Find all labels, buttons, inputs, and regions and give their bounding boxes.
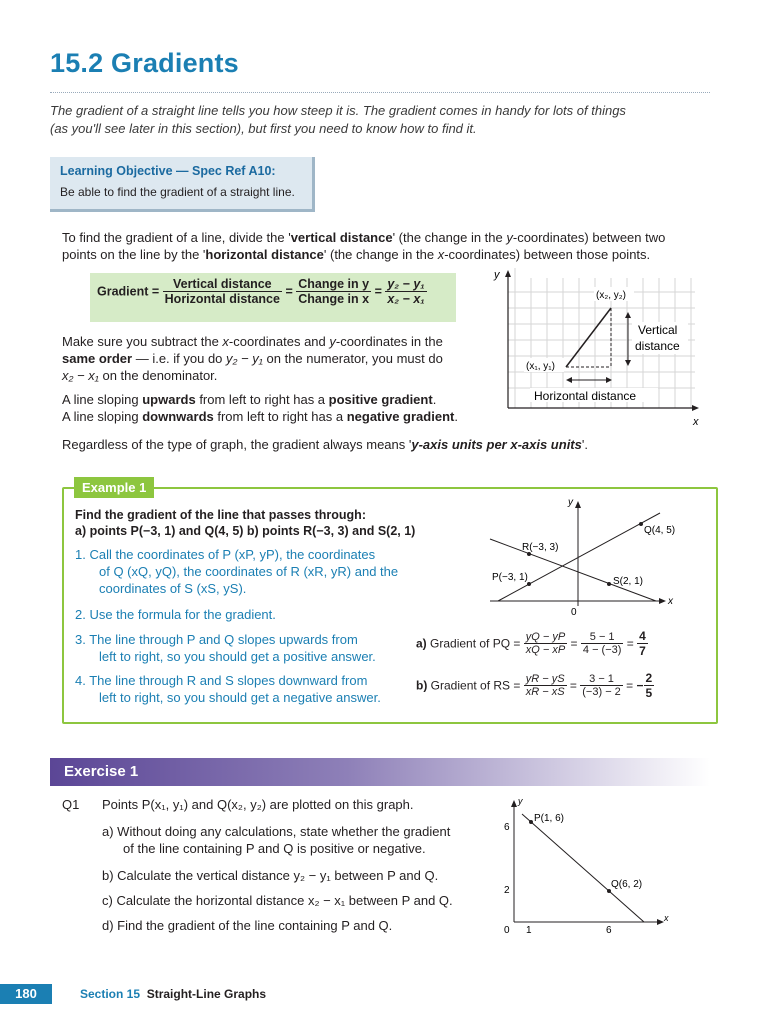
x-axis-arrow [692, 405, 699, 411]
title-divider [50, 92, 710, 93]
point-s [607, 582, 611, 586]
text: — i.e. if you do [132, 351, 227, 366]
origin-label: 0 [504, 925, 510, 936]
text: '. [581, 437, 588, 452]
formula-horizontal-distance: Horizontal distance [164, 292, 280, 306]
example-tab: Example 1 [74, 477, 154, 498]
gradient-formula [97, 277, 427, 306]
x-tick-1: 1 [526, 925, 532, 936]
step-text: coordinates of S (xS, yS). [99, 581, 247, 596]
footer-section [80, 987, 266, 1001]
frac-den: (−3) − 2 [582, 686, 621, 698]
text-bold: downwards [142, 409, 214, 424]
text: . [432, 392, 437, 407]
frac-den: xR − xS [525, 686, 565, 698]
example-graph [480, 493, 690, 623]
x-axis-arrow [659, 598, 666, 604]
step-text: left to right, so you should get a positive answer. [99, 649, 376, 664]
answer-sign: − [636, 678, 644, 693]
label-p: P(1, 6) [534, 813, 565, 824]
question-part-d: d) Find the gradient of the line containing P and Q. [102, 918, 393, 933]
vertical-arrow-down [625, 360, 631, 366]
frac-num: 3 − 1 [580, 673, 623, 686]
working-a-label: a) [416, 636, 427, 651]
example-question [75, 507, 415, 539]
working-b [416, 671, 654, 700]
question-part-c: c) Calculate the horizontal distance x₂ − x₁ between P and Q. [102, 893, 453, 908]
equals: = [570, 636, 578, 651]
explanation-paragraph [62, 229, 712, 263]
formula-y-diff: y₂ − y₁ [387, 277, 425, 291]
text: points on the line by the ' [62, 247, 206, 262]
formula-equals: = [285, 284, 293, 299]
x-axis-label: x [668, 596, 673, 607]
vertical-arrow-up [625, 312, 631, 318]
text-bold: negative gradient [346, 409, 455, 424]
text-italic: y₂ − y₁ [226, 351, 263, 366]
line-pq [498, 513, 660, 601]
answer-den: 5 [645, 686, 653, 700]
text-bold: positive gradient [328, 392, 433, 407]
same-order-paragraph [62, 333, 482, 384]
frac-num: 5 − 1 [581, 631, 624, 644]
text: ' (the change in the [323, 247, 438, 262]
page-number: 180 [0, 984, 52, 1004]
label-q: Q(4, 5) [644, 525, 676, 536]
y-axis-arrow [505, 270, 511, 277]
regardless-paragraph [62, 436, 712, 453]
y-axis-label: y [568, 497, 573, 508]
part-text: a) Without doing any calculations, state whether the gradient [102, 824, 451, 839]
frac-num: yR − yS [525, 673, 565, 685]
intro-text [50, 102, 690, 138]
example-step-3 [75, 631, 415, 665]
text-italic: y [329, 334, 336, 349]
text: To find the gradient of a line, divide the ' [62, 230, 291, 245]
text-italic: x [222, 334, 229, 349]
working-b-text: Gradient of RS = [430, 678, 521, 693]
part-text: of the line containing P and Q is positive or negative. [123, 841, 426, 856]
step-text: 3. The line through P and Q slopes upwards from [75, 632, 358, 647]
label-s: S(2, 1) [613, 576, 644, 587]
equals: = [626, 636, 634, 651]
x-tick-6: 6 [606, 925, 612, 936]
answer-num: 2 [645, 671, 653, 685]
x-axis-label: x [693, 416, 699, 428]
y-axis-label: y [518, 796, 523, 806]
point2-label: (x₂, y₂) [596, 290, 626, 301]
y-tick-2: 2 [504, 885, 510, 896]
question-number: Q1 [62, 797, 80, 812]
working-b-label: b) [416, 678, 428, 693]
gradient-diagram [490, 268, 705, 430]
example-question-line: Find the gradient of the line that passes through: [75, 508, 366, 522]
example-step-4 [75, 672, 415, 706]
point1-label: (x₁, y₁) [526, 361, 555, 372]
point-q [639, 522, 643, 526]
line-segment [566, 308, 611, 367]
formula-gradient-label: Gradient = [97, 284, 160, 299]
answer-num: 4 [639, 629, 646, 643]
intro-line-2: (as you'll see later in this section), but first you need to know how to find it. [50, 121, 477, 136]
slope-paragraph [62, 391, 492, 425]
origin-label: 0 [571, 607, 577, 618]
learning-objective-title: Learning Objective — Spec Ref A10: [60, 164, 276, 178]
text: on the denominator. [98, 368, 218, 383]
footer-section-title: Straight-Line Graphs [146, 987, 267, 1001]
question-text: Points P(x₁, y₁) and Q(x₂, y₂) are plotted on this graph. [102, 797, 414, 812]
text: -coordinates) between two [512, 230, 666, 245]
answer-den: 7 [639, 644, 646, 658]
text: -coordinates in the [335, 334, 443, 349]
x-axis-arrow [657, 919, 664, 925]
vertical-label-1: Vertical [638, 323, 678, 337]
formula-vertical-distance: Vertical distance [163, 277, 282, 292]
text: ' (the change in the [392, 230, 507, 245]
vertical-label-2: distance [635, 339, 680, 353]
text-bold: horizontal distance [205, 247, 324, 262]
page-title: 15.2 Gradients [50, 48, 239, 78]
text: -coordinates and [228, 334, 330, 349]
intro-line-1: The gradient of a straight line tells you how steep it is. The gradient comes in handy for lots of things [50, 103, 626, 118]
step-text: left to right, so you should get a negative answer. [99, 690, 381, 705]
example-step-2: 2. Use the formula for the gradient. [75, 607, 276, 622]
step-text: 4. The line through R and S slopes downward from [75, 673, 368, 688]
text: . [454, 409, 458, 424]
formula-equals: = [374, 284, 382, 299]
y-axis-arrow [575, 501, 581, 508]
horizontal-label: Horizontal distance [534, 389, 637, 403]
text: A line sloping [62, 392, 143, 407]
y-axis-arrow [511, 800, 517, 807]
exercise-header-bar [50, 758, 710, 786]
equals: = [626, 678, 634, 693]
text-italic: x [437, 247, 445, 262]
formula-change-x: Change in x [298, 292, 370, 306]
x-axis-label: x [664, 913, 669, 923]
question-part-b: b) Calculate the vertical distance y₂ − y₁ between P and Q. [102, 868, 439, 883]
working-a-text: Gradient of PQ = [430, 636, 521, 651]
text: on the numerator, you must do [262, 351, 443, 366]
text: A line sloping [62, 409, 143, 424]
formula-x-diff: x₂ − x₁ [387, 292, 425, 306]
text-bold: y-axis units per x-axis units [411, 437, 582, 452]
line-pq [522, 814, 644, 922]
learning-objective-text: Be able to find the gradient of a straight line. [60, 185, 295, 199]
text: Regardless of the type of graph, the gradient always means ' [62, 437, 412, 452]
text: -coordinates) between those points. [444, 247, 651, 262]
text-bold: upwards [142, 392, 196, 407]
working-a [416, 629, 648, 658]
point-p [529, 820, 533, 824]
horizontal-arrow-left [566, 377, 572, 383]
text: Make sure you subtract the [62, 334, 223, 349]
y-tick-6: 6 [504, 822, 510, 833]
exercise-graph [494, 794, 679, 938]
label-r: R(−3, 3) [522, 542, 559, 553]
y-axis-label: y [494, 269, 500, 281]
formula-change-y: Change in y [298, 277, 370, 291]
frac-num: yQ − yP [525, 631, 566, 643]
footer-section-number: Section 15 [80, 987, 141, 1001]
example-step-1 [75, 546, 415, 597]
frac-den: 4 − (−3) [582, 644, 622, 656]
question-part-a [102, 823, 482, 857]
frac-den: xQ − xP [525, 644, 566, 656]
example-parts: a) points P(−3, 1) and Q(4, 5) b) points R(−3, 3) and S(2, 1) [75, 524, 416, 538]
text-italic: y [506, 230, 513, 245]
text-bold: vertical distance [290, 230, 393, 245]
step-text: 1. Call the coordinates of P (xP, yP), the coordinates [75, 547, 376, 562]
step-text: of Q (xQ, yQ), the coordinates of R (xR, yR) and the [99, 564, 399, 579]
text-bold: same order [62, 351, 133, 366]
label-q: Q(6, 2) [611, 879, 643, 890]
equals: = [569, 678, 577, 693]
label-p: P(−3, 1) [492, 572, 528, 583]
text-italic: x₂ − x₁ [62, 368, 99, 383]
exercise-title: Exercise 1 [64, 763, 139, 780]
text: from left to right has a [195, 392, 329, 407]
text: from left to right has a [213, 409, 347, 424]
